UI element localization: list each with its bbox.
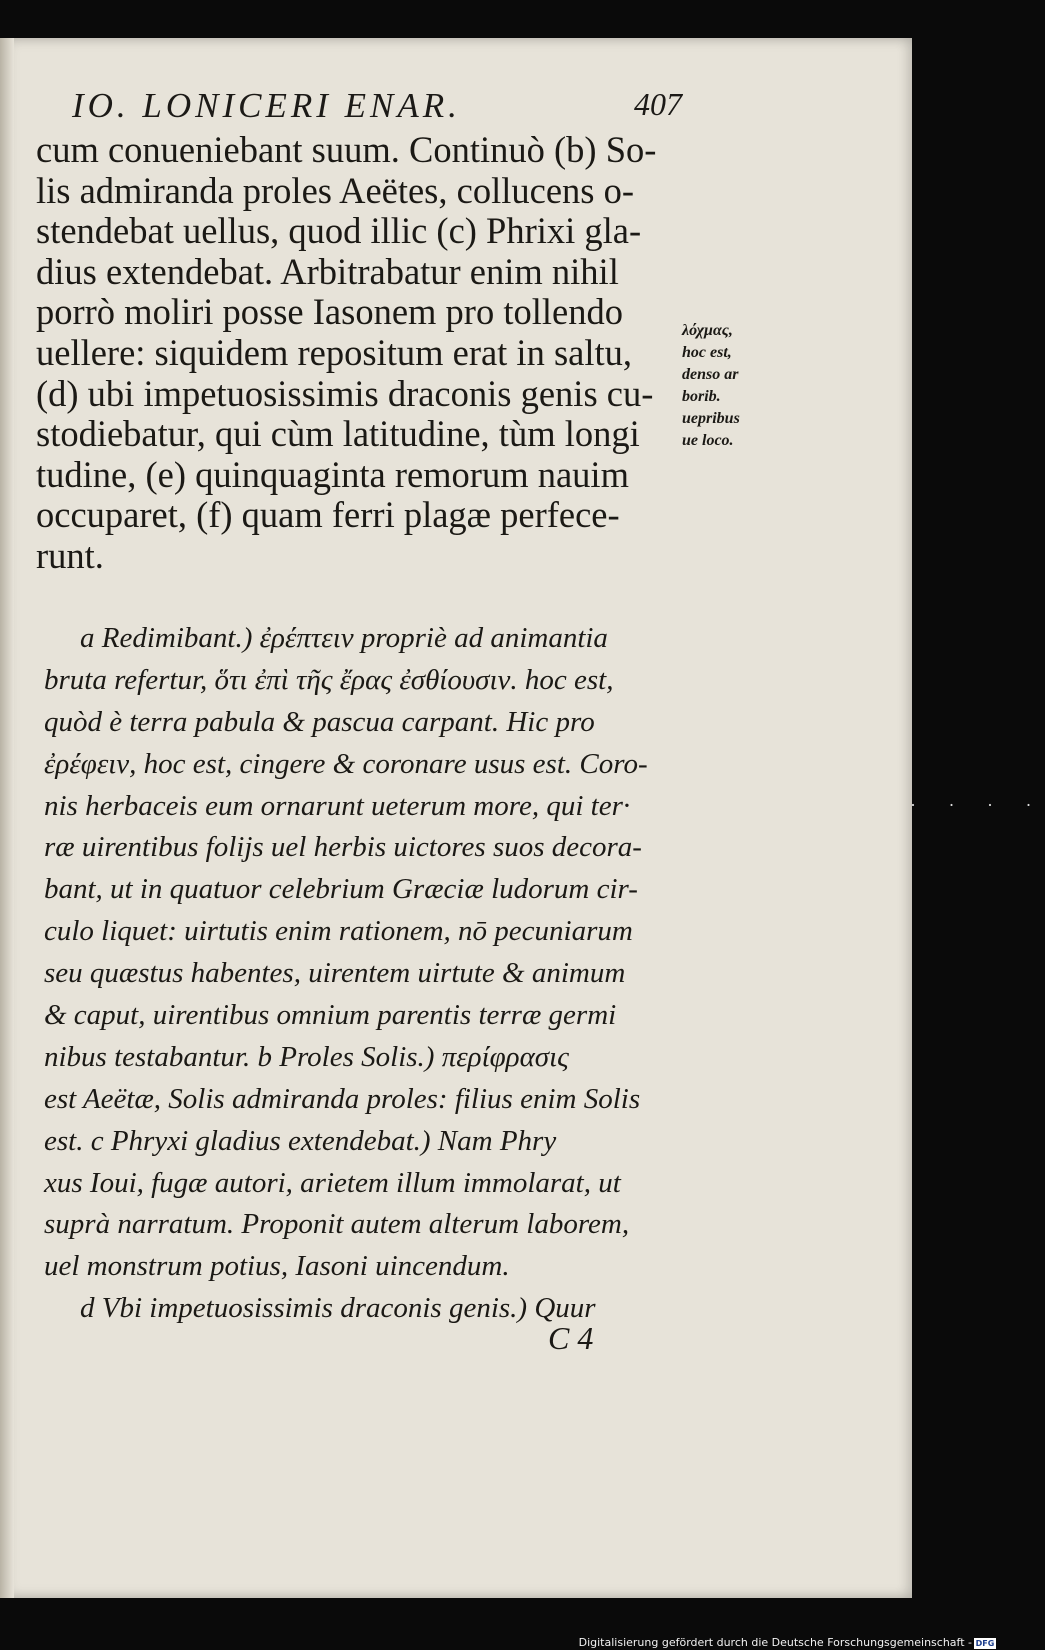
main-text-line: stodiebatur, qui cùm latitudine, tùm longi xyxy=(36,413,640,455)
main-text-line: lis admiranda proles Aeëtes, collucens o- xyxy=(36,169,635,211)
main-text-line: porrò moliri posse Iasonem pro tollendo xyxy=(36,291,623,333)
footer-credit: Digitalisierung gefördert durch die Deutsche Forschungsgemeinschaft - xyxy=(578,1636,972,1649)
commentary-line: bant, ut in quatuor celebrium Græciæ ludorum cir- xyxy=(44,873,638,906)
main-text-line: uellere: siquidem repositum erat in saltu, xyxy=(36,331,633,373)
margin-note-line: denso ar xyxy=(682,366,739,383)
margin-note-line: uepribus xyxy=(682,410,740,427)
margin-note-line: borib. xyxy=(682,388,721,405)
commentary-line: xus Ioui, fugæ autori, arietem illum immolarat, ut xyxy=(44,1166,621,1199)
commentary-line: ræ uirentibus folijs uel herbis uictores suos decora- xyxy=(44,831,642,864)
main-text-line: tudine, (e) quinquaginta remorum nauim xyxy=(36,453,629,495)
commentary-line: quòd è terra pabula & pascua carpant. Hic pro xyxy=(44,705,595,738)
commentary-line: nis herbaceis eum ornarunt ueterum more, qui ter· xyxy=(44,789,631,822)
signature-mark: C 4 xyxy=(548,1320,594,1356)
main-text-line: dius extendebat. Arbitrabatur enim nihil xyxy=(36,250,619,292)
margin-note-line: ue loco. xyxy=(682,432,734,449)
margin-note xyxy=(682,320,792,452)
page-number: 407 xyxy=(634,86,682,122)
main-text-line: stendebat uellus, quod illic (c) Phrixi gla- xyxy=(36,210,642,252)
commentary-line: d Vbi impetuosissimis draconis genis.) Quur xyxy=(80,1292,596,1325)
main-text-line: runt. xyxy=(36,534,104,576)
commentary-line: est Aeëtæ, Solis admiranda proles: filius enim Solis xyxy=(44,1082,641,1115)
commentary-line: bruta refertur, ὅτι ἐπὶ τῆς ἔρας ἐσθίουσιν. hoc est, xyxy=(44,663,614,696)
running-title: IO. LONICERI ENAR. xyxy=(72,86,461,125)
commentary-line: & caput, uirentibus omnium parentis terræ germi xyxy=(44,999,617,1032)
commentary-line: ἐρέφειν, hoc est, cingere & coronare usus est. Coro- xyxy=(44,747,648,780)
main-text-line: cum conueniebant suum. Continuò (b) So- xyxy=(36,129,657,170)
main-text-line: (d) ubi impetuosissimis draconis genis cu- xyxy=(36,372,654,414)
commentary-line: seu quæstus habentes, uirentem uirtute & animum xyxy=(44,957,626,990)
running-head xyxy=(72,86,682,130)
commentary-line: est. c Phryxi gladius extendebat.) Nam Phry xyxy=(44,1124,557,1157)
scan-artifact-dots: · · · · xyxy=(910,795,1045,815)
margin-note-line: hoc est, xyxy=(682,344,732,361)
dfg-logo-icon: DFG xyxy=(975,1639,995,1648)
commentary-line: uel monstrum potius, Iasoni uincendum. xyxy=(44,1250,510,1283)
commentary-block xyxy=(44,618,694,1330)
main-text-line: occuparet, (f) quam ferri plagæ perfece- xyxy=(36,494,620,536)
commentary-line: culo liquet: uirtutis enim rationem, nō pecuniarum xyxy=(44,915,633,948)
margin-note-line: λόχμας, xyxy=(682,322,733,339)
main-text-block xyxy=(36,130,686,577)
commentary-line: a Redimibant.) ἐρέπτειν propriè ad animantia xyxy=(80,622,608,654)
commentary-line: suprà narratum. Proponit autem alterum laborem, xyxy=(44,1208,630,1241)
page-gutter-edge xyxy=(0,38,14,1598)
commentary-line: nibus testabantur. b Proles Solis.) περίφρασις xyxy=(44,1040,569,1073)
footer-strip xyxy=(0,1636,1000,1650)
